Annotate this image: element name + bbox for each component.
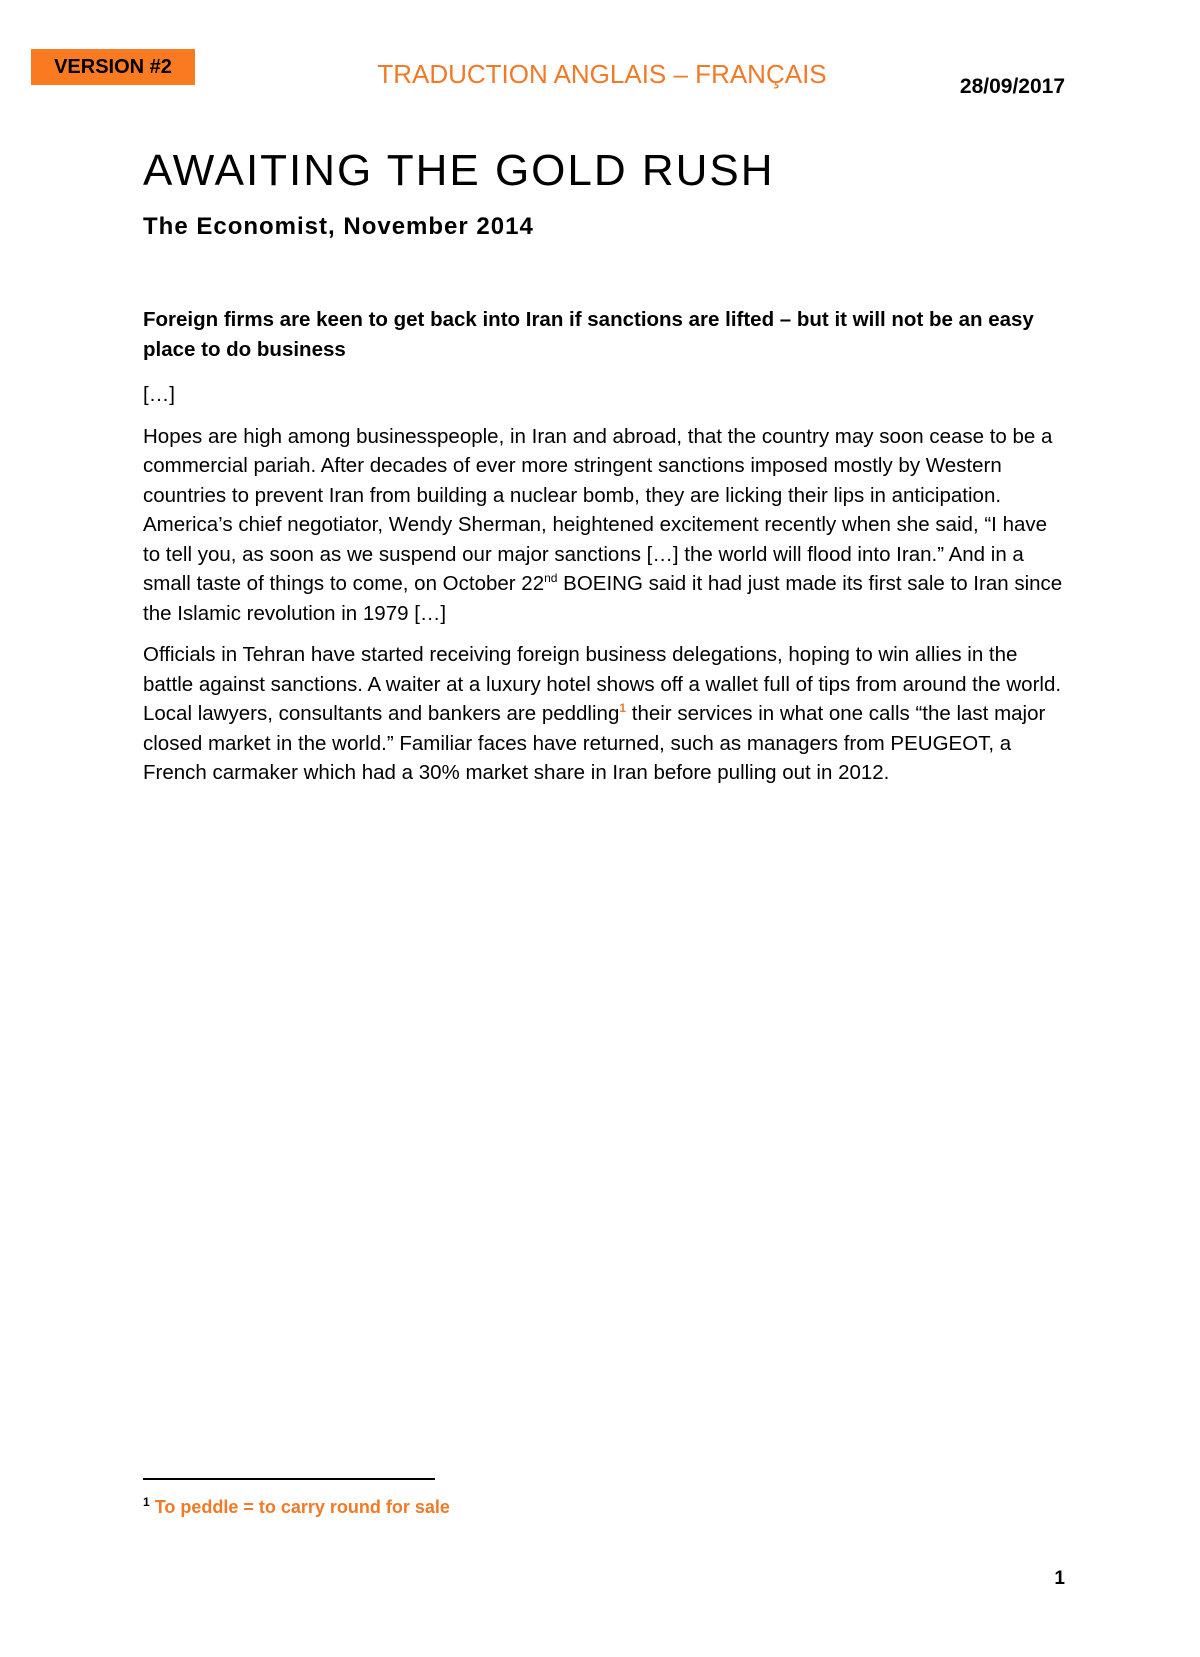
version-badge — [31, 49, 195, 85]
version-label: VERSION #2 — [54, 56, 172, 78]
paragraph-2 — [143, 640, 1065, 788]
footnote-number: 1 — [143, 1495, 150, 1509]
article-source: The Economist, November 2014 — [143, 213, 534, 240]
article-lead: Foreign firms are keen to get back into Iran if sanctions are lifted – but it will not be an easy place to do business — [143, 308, 1034, 361]
header-date: 28/09/2017 — [959, 75, 1065, 98]
header-title: TRADUCTION ANGLAIS – FRANÇAIS — [377, 59, 827, 89]
paragraph-2-text-b: their services in what one calls “the last major closed market in the world.” Familiar faces have returned, such as managers from PEUGEOT, a French carmaker which had a 30% market share in Iran before pulling out in 2012. — [143, 702, 1046, 784]
paragraph-1 — [143, 422, 1065, 629]
article-body — [143, 305, 1065, 800]
footnote — [143, 1494, 450, 1520]
page-number: 1 — [1054, 1568, 1065, 1589]
ordinal-suffix: nd — [544, 571, 558, 586]
footnote-reference-link[interactable]: 1 — [619, 701, 627, 716]
article-title: AWAITING THE GOLD RUSH — [143, 146, 775, 195]
paragraph-1-text-a: Hopes are high among businesspeople, in Iran and abroad, that the country may soon cease to be a commercial pariah. After decades of ever more stringent sanctions imposed mostly by Western countries to prevent Iran from building a nuclear bomb, they are licking their lips in anticipation. America’s chief negotiator, Wendy Sherman, heightened excitement recently when she said, “I have to tell you, as soon as we suspend our major sanctions […] the world will flood into Iran.” And in a small taste of things to come, on October 22 — [143, 424, 1053, 595]
ellipsis-marker: […] — [143, 383, 175, 406]
footnote-separator — [143, 1478, 435, 1480]
footnote-text: To peddle = to carry round for sale — [154, 1497, 450, 1517]
paragraph-1-text-b: BOEING said it had just made its first sale to Iran since the Islamic revolution in 1979 […] — [143, 572, 1063, 625]
paragraph-2-text-a: Officials in Tehran have started receiving foreign business delegations, hoping to win allies in the battle against sanctions. A waiter at a luxury hotel shows off a wallet full of tips from around the world. Local lawyers, consultants and bankers are peddling — [143, 643, 1062, 725]
